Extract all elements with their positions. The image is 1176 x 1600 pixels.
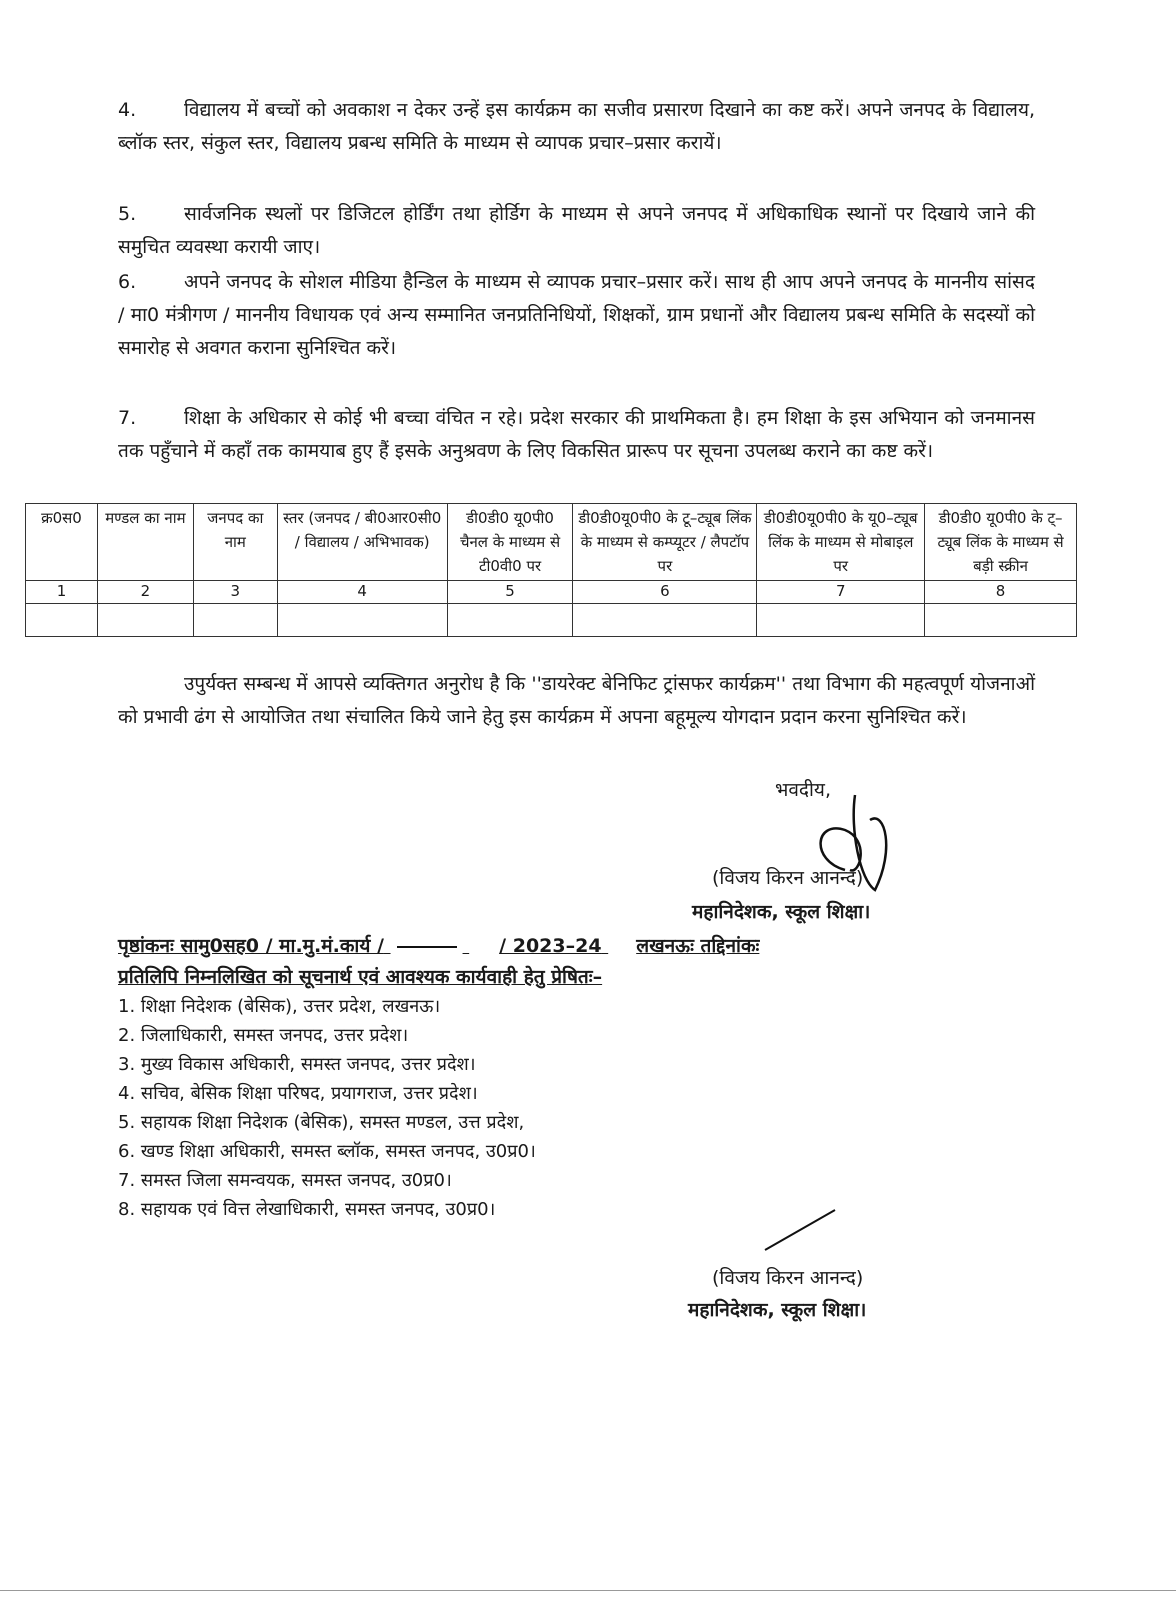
table-cell: [26, 604, 98, 637]
paragraph-7: [118, 402, 1035, 468]
list-item: 3. मुख्य विकास अधिकारी, समस्त जनपद, उत्तर प्रदेश।: [118, 1054, 476, 1075]
monitoring-table: [25, 503, 1077, 637]
table-cell: [447, 604, 573, 637]
list-item: 8. सहायक एवं वित्त लेखाधिकारी, समस्त जनपद, उ0प्र0।: [118, 1199, 496, 1220]
reference-line: [118, 932, 759, 958]
paragraph-number: 4.: [118, 99, 137, 121]
table-cell: 1: [26, 581, 98, 604]
table-cell: [277, 604, 447, 637]
paragraph-number: 5.: [118, 203, 137, 225]
table-cell: [925, 604, 1077, 637]
paragraph-number: 7.: [118, 407, 137, 429]
table-header: डी0डी0यू0पी0 के यू0–ट्यूब लिंक के माध्यम से मोबाइल पर: [757, 504, 925, 581]
table-header: मण्डल का नाम: [97, 504, 193, 581]
table-header: क्र0स0: [26, 504, 98, 581]
reference-number: पृष्ठांकनः सामु0सह0 / मा.मु.मं.कार्य /: [118, 935, 384, 957]
list-item: 5. सहायक शिक्षा निदेशक (बेसिक), समस्त मण्डल, उत्त प्रदेश,: [118, 1112, 525, 1133]
table-cell: 6: [573, 581, 757, 604]
table-cell: [573, 604, 757, 637]
table-cell: 8: [925, 581, 1077, 604]
reference-year: / 2023–24: [499, 935, 602, 957]
table-cell: [193, 604, 277, 637]
table-cell: 7: [757, 581, 925, 604]
table-header: स्तर (जनपद / बी0आर0सी0 / विद्यालय / अभिभावक): [277, 504, 447, 581]
table-header-row: [26, 504, 1077, 581]
signatory-designation: महानिदेशक, स्कूल शिक्षा।: [692, 901, 871, 923]
list-item: 2. जिलाधिकारी, समस्त जनपद, उत्तर प्रदेश।: [118, 1025, 409, 1046]
place-date: लखनऊः तद्दिनांकः: [636, 935, 760, 957]
table-cell: [757, 604, 925, 637]
table-cell: 2: [97, 581, 193, 604]
signatory-name: (विजय किरन आनन्द): [712, 867, 864, 889]
signature-stroke: [760, 1205, 840, 1255]
list-item: 1. शिक्षा निदेशक (बेसिक), उत्तर प्रदेश, लखनऊ।: [118, 996, 441, 1017]
paragraph-text: सार्वजनिक स्थलों पर डिजिटल होर्डिंग तथा होर्डिग के माध्यम से अपने जनपद में अधिकाधिक स्थानों पर दिखाये जाने की समुचित व्यवस्था करायी जाए।: [118, 203, 1035, 258]
paragraph-number: 6.: [118, 271, 137, 293]
paragraph-5: [118, 198, 1035, 264]
table-cell: 5: [447, 581, 573, 604]
copy-list: [118, 992, 536, 1224]
list-item: 4. सचिव, बेसिक शिक्षा परिषद, प्रयागराज, उत्तर प्रदेश।: [118, 1083, 478, 1104]
signatory-name-2: (विजय किरन आनन्द): [712, 1267, 864, 1289]
table-row: [26, 604, 1077, 637]
paragraph-6: [118, 266, 1035, 365]
paragraph-4: [118, 94, 1035, 160]
table-cell: 3: [193, 581, 277, 604]
table-header: डी0डी0 यू0पी0 चैनल के माध्यम से टी0वी0 पर: [447, 504, 573, 581]
table-header: डी0डी0यू0पी0 के टू–ट्यूब लिंक के माध्यम से कम्प्यूटर / लैपटॉप पर: [573, 504, 757, 581]
table-header: जनपद का नाम: [193, 504, 277, 581]
table-cell: [97, 604, 193, 637]
closing-paragraph: उपुर्यक्त सम्बन्ध में आपसे व्यक्तिगत अनुरोध है कि ''डायरेक्ट बेनिफिट ट्रांसफर कार्यक्रम'' तथा विभाग की महत्वपूर्ण योजनाओं को प्रभावी ढंग से आयोजित तथा संचालित किये जाने हेतु इस कार्यक्रम में अपना बहूमूल्य योगदान प्रदान करना सुनिश्चित करें।: [118, 673, 1035, 728]
table-header: डी0डी0 यू0पी0 के ट्–ट्यूब लिंक के माध्यम से बड़ी स्क्रीन: [925, 504, 1077, 581]
list-item: 7. समस्त जिला समन्वयक, समस्त जनपद, उ0प्र0।: [118, 1170, 452, 1191]
paragraph-text: विद्यालय में बच्चों को अवकाश न देकर उन्हें इस कार्यक्रम का सजीव प्रसारण दिखाने का कष्ट करें। अपने जनपद के विद्यालय, ब्लॉक स्तर, संकुल स्तर, विद्यालय प्रबन्ध समिति के माध्यम से व्यापक प्रचार–प्रसार करायें।: [118, 99, 1035, 154]
salutation: भवदीय,: [775, 779, 831, 801]
signatory-designation-2: महानिदेशक, स्कूल शिक्षा।: [688, 1299, 867, 1321]
paragraph-text: शिक्षा के अधिकार से कोई भी बच्चा वंचित न रहे। प्रदेश सरकार की प्राथमिकता है। हम शिक्षा के इस अभियान को जनमानस तक पहुँचाने में कहाँ तक कामयाब हुए हैं इसके अनुश्रवण के लिए विकसित प्रारूप पर सूचना उपलब्ध कराने का कष्ट करें।: [118, 407, 1035, 462]
list-item: 6. खण्ड शिक्षा अधिकारी, समस्त ब्लॉक, समस्त जनपद, उ0प्र0।: [118, 1141, 536, 1162]
paragraph-text: अपने जनपद के सोशल मीडिया हैन्डिल के माध्यम से व्यापक प्रचार–प्रसार करें। साथ ही आप अपने जनपद के माननीय सांसद / मा0 मंत्रीगण / माननीय विधायक एवं अन्य सम्मानित जनप्रतिनिधियों, शिक्षकों, ग्राम प्रधानों और विद्यालय प्रबन्ध समिति के सदस्यों को समारोह से अवगत कराना सुनिश्चित करें।: [118, 271, 1035, 359]
table-row: [26, 581, 1077, 604]
table-cell: 4: [277, 581, 447, 604]
page-edge-divider: [0, 1590, 1176, 1591]
copy-heading: प्रतिलिपि निम्नलिखित को सूचनार्थ एवं आवश्यक कार्यवाही हेतु प्रेषितः–: [118, 966, 603, 988]
